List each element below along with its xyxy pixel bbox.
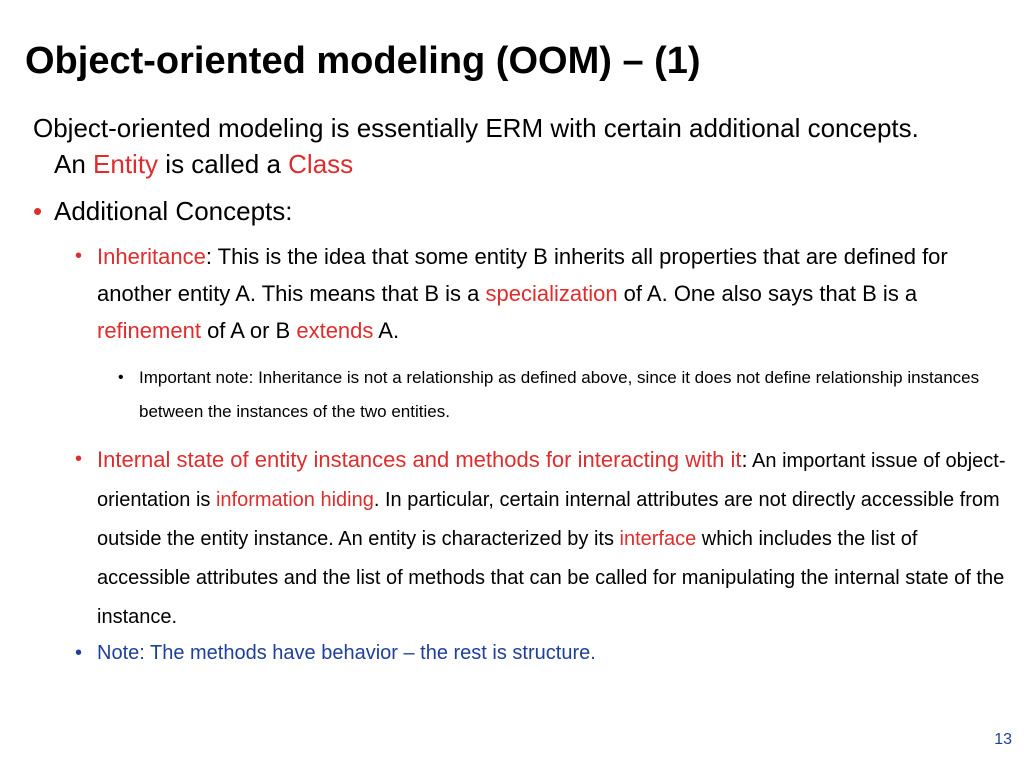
term-specialization: specialization (485, 281, 618, 306)
bullet-dot-icon: • (75, 448, 83, 470)
term-information-hiding: information hiding (215, 489, 374, 511)
bullet-inheritance (75, 238, 1010, 349)
inheritance-text-2: of A. One also says that B is a (617, 281, 918, 306)
internal-state-text-2: . In particular, certain internal attributes are not directly accessible from outside the entity instance. An entity is characterized by its (97, 489, 1000, 550)
internal-state-text-1: An important issue of object-orientation is (97, 450, 1006, 511)
inheritance-text-3: of A or B (200, 318, 297, 343)
inheritance-text-1: : This is the idea that some entity B inherits all properties that are defined for another entity A. This means that B is a (97, 244, 948, 306)
internal-state-text-3: which includes the list of accessible attributes and the list of methods that can be called for manipulating the internal state of the instance. (97, 528, 1005, 628)
term-entity: Entity (93, 149, 159, 179)
term-interface: interface (619, 528, 697, 550)
bullet-dot-icon: • (75, 245, 83, 267)
term-refinement: refinement (97, 318, 201, 343)
internal-state-text (75, 441, 1010, 636)
internal-state-colon: : (741, 447, 748, 472)
bullet-inheritance-note (118, 361, 998, 429)
term-class: Class (288, 149, 354, 179)
additional-concepts-label: Additional Concepts: (54, 196, 293, 226)
intro-paragraph (33, 110, 1024, 182)
intro-mid: is called a (158, 149, 289, 179)
inheritance-text (75, 238, 1010, 349)
slide-title: Object-oriented modeling (OOM) – (1) (25, 40, 701, 82)
term-internal-state: Internal state of entity instances and methods for interacting with it (97, 447, 742, 472)
methods-note-text: Note: The methods have behavior – the rest is structure. (97, 642, 596, 664)
intro-pre: An (54, 149, 94, 179)
inheritance-note-text: Important note: Inheritance is not a relationship as defined above, since it does not define relationship instances between the instances of the two entities. (139, 368, 980, 421)
page-number: 13 (994, 731, 1012, 748)
intro-line-1: Object-oriented modeling is essentially ERM with certain additional concepts. (33, 113, 919, 143)
bullet-dot-icon: • (118, 369, 124, 386)
term-inheritance: Inheritance (97, 244, 206, 269)
bullet-additional-concepts (33, 193, 993, 229)
bullet-methods-note (75, 635, 1010, 672)
bullet-dot-icon: • (75, 642, 83, 664)
bullet-internal-state (75, 441, 1010, 636)
term-extends: extends (296, 318, 374, 343)
bullet-dot-icon: • (33, 196, 43, 226)
inheritance-text-4: A. (373, 318, 400, 343)
